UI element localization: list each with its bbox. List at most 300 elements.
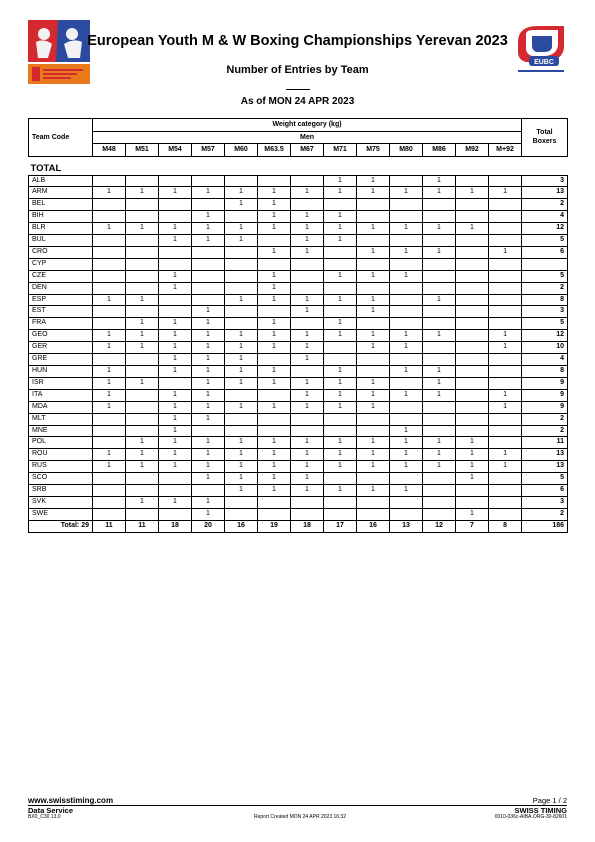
count-cell: 1 xyxy=(258,461,291,473)
team-code-cell: BLR xyxy=(29,223,93,235)
count-cell: 1 xyxy=(489,342,522,354)
count-cell: 1 xyxy=(423,246,456,258)
count-cell: 1 xyxy=(324,235,357,247)
total-header-line2: Boxers xyxy=(532,138,557,146)
count-cell xyxy=(291,270,324,282)
count-cell: 1 xyxy=(456,473,489,485)
count-cell xyxy=(456,485,489,497)
count-cell xyxy=(390,318,423,330)
count-cell xyxy=(423,235,456,247)
count-cell: 1 xyxy=(93,366,126,378)
row-total-cell: 4 xyxy=(522,211,568,223)
table-row xyxy=(29,461,568,473)
count-cell xyxy=(390,306,423,318)
count-cell xyxy=(93,318,126,330)
row-total-cell: 10 xyxy=(522,342,568,354)
count-cell xyxy=(489,485,522,497)
table-row xyxy=(29,485,568,497)
count-cell: 1 xyxy=(192,461,225,473)
count-cell xyxy=(192,199,225,211)
grand-total-cell: 186 xyxy=(522,520,568,532)
count-cell xyxy=(456,294,489,306)
count-cell: 1 xyxy=(225,199,258,211)
count-cell xyxy=(324,342,357,354)
count-cell: 1 xyxy=(423,366,456,378)
count-cell xyxy=(390,401,423,413)
count-cell: 1 xyxy=(258,318,291,330)
weight-category-header: Weight category (kg) xyxy=(93,119,522,132)
count-cell: 1 xyxy=(225,377,258,389)
entries-table xyxy=(28,118,568,533)
count-cell xyxy=(258,354,291,366)
count-cell xyxy=(126,246,159,258)
count-cell xyxy=(93,211,126,223)
count-cell xyxy=(93,270,126,282)
count-cell: 1 xyxy=(225,366,258,378)
table-row xyxy=(29,377,568,389)
count-cell xyxy=(192,485,225,497)
count-cell xyxy=(423,270,456,282)
count-cell xyxy=(93,258,126,270)
count-cell: 1 xyxy=(456,187,489,199)
count-cell xyxy=(390,377,423,389)
count-cell: 1 xyxy=(357,330,390,342)
count-cell xyxy=(456,330,489,342)
table-row xyxy=(29,306,568,318)
category-header: M63.5 xyxy=(258,144,291,157)
category-total-cell: 11 xyxy=(126,520,159,532)
category-total-cell: 12 xyxy=(423,520,456,532)
count-cell xyxy=(357,425,390,437)
count-cell: 1 xyxy=(258,401,291,413)
team-code-cell: BEL xyxy=(29,199,93,211)
count-cell xyxy=(489,377,522,389)
count-cell xyxy=(258,235,291,247)
count-cell xyxy=(456,270,489,282)
team-code-cell: MNE xyxy=(29,425,93,437)
count-cell: 1 xyxy=(93,342,126,354)
count-cell: 1 xyxy=(258,449,291,461)
count-cell xyxy=(93,282,126,294)
count-cell: 1 xyxy=(324,366,357,378)
category-header: M60 xyxy=(225,144,258,157)
count-cell xyxy=(93,508,126,520)
team-code-cell: GEO xyxy=(29,330,93,342)
count-cell: 1 xyxy=(324,401,357,413)
table-row xyxy=(29,437,568,449)
count-cell: 1 xyxy=(324,389,357,401)
category-header: M80 xyxy=(390,144,423,157)
count-cell: 1 xyxy=(258,473,291,485)
count-cell: 1 xyxy=(93,377,126,389)
category-total-cell: 18 xyxy=(159,520,192,532)
row-total-cell: 2 xyxy=(522,282,568,294)
count-cell xyxy=(456,199,489,211)
count-cell: 1 xyxy=(192,211,225,223)
count-cell: 1 xyxy=(225,449,258,461)
count-cell: 1 xyxy=(192,449,225,461)
count-cell: 1 xyxy=(258,294,291,306)
footer-divider xyxy=(28,805,567,806)
count-cell: 1 xyxy=(192,401,225,413)
count-cell: 1 xyxy=(357,223,390,235)
count-cell: 1 xyxy=(324,223,357,235)
count-cell xyxy=(126,401,159,413)
row-total-cell: 5 xyxy=(522,235,568,247)
category-header: M86 xyxy=(423,144,456,157)
count-cell: 1 xyxy=(192,389,225,401)
count-cell xyxy=(93,175,126,187)
count-cell: 1 xyxy=(93,187,126,199)
count-cell: 1 xyxy=(291,211,324,223)
count-cell: 1 xyxy=(357,437,390,449)
count-cell xyxy=(456,401,489,413)
count-cell xyxy=(192,175,225,187)
count-cell: 1 xyxy=(489,389,522,401)
count-cell: 1 xyxy=(456,461,489,473)
count-cell xyxy=(93,354,126,366)
count-cell: 1 xyxy=(225,187,258,199)
count-cell xyxy=(324,508,357,520)
count-cell xyxy=(93,425,126,437)
count-cell xyxy=(192,282,225,294)
count-cell: 1 xyxy=(159,449,192,461)
count-cell xyxy=(456,354,489,366)
count-cell xyxy=(456,306,489,318)
count-cell: 1 xyxy=(126,342,159,354)
count-cell xyxy=(291,199,324,211)
count-cell xyxy=(225,413,258,425)
count-cell: 1 xyxy=(324,377,357,389)
count-cell xyxy=(456,211,489,223)
team-code-cell: MLT xyxy=(29,413,93,425)
category-total-cell: 8 xyxy=(489,520,522,532)
count-cell: 1 xyxy=(258,485,291,497)
table-row xyxy=(29,187,568,199)
count-cell: 1 xyxy=(291,389,324,401)
count-cell xyxy=(291,366,324,378)
count-cell: 1 xyxy=(225,354,258,366)
count-cell: 1 xyxy=(159,270,192,282)
row-total-cell: 13 xyxy=(522,449,568,461)
team-code-cell: FRA xyxy=(29,318,93,330)
row-total-cell: 2 xyxy=(522,508,568,520)
count-cell xyxy=(489,425,522,437)
row-total-cell: 9 xyxy=(522,377,568,389)
count-cell: 1 xyxy=(324,437,357,449)
count-cell xyxy=(258,175,291,187)
count-cell xyxy=(390,354,423,366)
row-total-cell: 12 xyxy=(522,223,568,235)
count-cell: 1 xyxy=(456,508,489,520)
count-cell: 1 xyxy=(456,449,489,461)
count-cell xyxy=(126,473,159,485)
count-cell xyxy=(159,473,192,485)
count-cell: 1 xyxy=(390,389,423,401)
total-header-line1: Total xyxy=(536,129,553,137)
count-cell: 1 xyxy=(225,235,258,247)
count-cell: 1 xyxy=(159,401,192,413)
count-cell: 1 xyxy=(192,496,225,508)
category-header: M+92 xyxy=(489,144,522,157)
count-cell xyxy=(390,508,423,520)
report-subtitle: Number of Entries by Team xyxy=(226,64,369,76)
footer-reference: 0010-036c-AIBA.ORG-30-82601 xyxy=(494,814,567,820)
count-cell: 1 xyxy=(258,330,291,342)
footer-url[interactable]: www.swisstiming.com xyxy=(28,796,114,805)
count-cell: 1 xyxy=(357,270,390,282)
count-cell: 1 xyxy=(159,330,192,342)
count-cell: 1 xyxy=(225,342,258,354)
count-cell: 1 xyxy=(357,246,390,258)
team-code-cell: MDA xyxy=(29,401,93,413)
count-cell xyxy=(225,282,258,294)
count-cell: 1 xyxy=(159,318,192,330)
count-cell xyxy=(324,496,357,508)
count-cell: 1 xyxy=(93,389,126,401)
count-cell: 1 xyxy=(159,223,192,235)
count-cell xyxy=(489,354,522,366)
count-cell: 1 xyxy=(159,425,192,437)
section-row xyxy=(29,163,568,176)
row-total-cell: 11 xyxy=(522,437,568,449)
count-cell: 1 xyxy=(126,223,159,235)
row-total-cell: 9 xyxy=(522,401,568,413)
count-cell: 1 xyxy=(489,461,522,473)
team-code-cell: ROU xyxy=(29,449,93,461)
count-cell: 1 xyxy=(192,235,225,247)
count-cell: 1 xyxy=(126,461,159,473)
count-cell: 1 xyxy=(324,175,357,187)
as-of-date: As of MON 24 APR 2023 xyxy=(240,96,355,107)
row-total-cell: 3 xyxy=(522,306,568,318)
count-cell: 1 xyxy=(390,366,423,378)
table-row xyxy=(29,330,568,342)
table-row xyxy=(29,318,568,330)
count-cell xyxy=(423,199,456,211)
count-cell: 1 xyxy=(324,270,357,282)
count-cell xyxy=(390,199,423,211)
count-cell: 1 xyxy=(93,223,126,235)
count-cell: 1 xyxy=(324,330,357,342)
footer-report-created: Report Created MON 24 APR 2023 16:32 xyxy=(254,814,346,820)
count-cell xyxy=(489,294,522,306)
team-code-cell: BIH xyxy=(29,211,93,223)
team-code-cell: SCO xyxy=(29,473,93,485)
category-total-cell: 11 xyxy=(93,520,126,532)
count-cell: 1 xyxy=(258,282,291,294)
count-cell xyxy=(456,342,489,354)
category-header-row xyxy=(29,144,568,157)
table-body xyxy=(29,156,568,532)
count-cell xyxy=(489,413,522,425)
count-cell: 1 xyxy=(159,235,192,247)
count-cell xyxy=(225,258,258,270)
count-cell xyxy=(489,282,522,294)
count-cell xyxy=(126,306,159,318)
count-cell: 1 xyxy=(291,485,324,497)
category-total-cell: 16 xyxy=(357,520,390,532)
row-total-cell: 13 xyxy=(522,187,568,199)
count-cell xyxy=(192,258,225,270)
count-cell: 1 xyxy=(291,306,324,318)
count-cell: 1 xyxy=(291,187,324,199)
count-cell: 1 xyxy=(291,461,324,473)
count-cell: 1 xyxy=(291,401,324,413)
count-cell xyxy=(93,235,126,247)
count-cell xyxy=(159,211,192,223)
count-cell xyxy=(390,175,423,187)
count-cell xyxy=(456,318,489,330)
category-header: M57 xyxy=(192,144,225,157)
team-code-cell: ITA xyxy=(29,389,93,401)
table-row xyxy=(29,389,568,401)
table-row xyxy=(29,235,568,247)
count-cell: 1 xyxy=(225,461,258,473)
team-code-cell: SRB xyxy=(29,485,93,497)
count-cell xyxy=(126,211,159,223)
count-cell: 1 xyxy=(258,437,291,449)
team-code-cell: CYP xyxy=(29,258,93,270)
count-cell xyxy=(489,366,522,378)
count-cell xyxy=(423,401,456,413)
count-cell xyxy=(225,508,258,520)
count-cell xyxy=(258,496,291,508)
count-cell xyxy=(489,496,522,508)
count-cell: 1 xyxy=(258,199,291,211)
count-cell: 1 xyxy=(291,235,324,247)
count-cell xyxy=(456,389,489,401)
team-code-cell: CRO xyxy=(29,246,93,258)
count-cell xyxy=(390,473,423,485)
count-cell: 1 xyxy=(126,330,159,342)
count-cell xyxy=(93,437,126,449)
count-cell: 1 xyxy=(258,211,291,223)
count-cell xyxy=(225,425,258,437)
team-code-cell: HUN xyxy=(29,366,93,378)
count-cell xyxy=(258,306,291,318)
count-cell xyxy=(357,211,390,223)
table-row xyxy=(29,425,568,437)
row-total-cell xyxy=(522,258,568,270)
count-cell xyxy=(357,199,390,211)
team-code-cell: EST xyxy=(29,306,93,318)
count-cell xyxy=(258,258,291,270)
count-cell xyxy=(423,342,456,354)
count-cell: 1 xyxy=(225,294,258,306)
team-code-cell: ALB xyxy=(29,175,93,187)
row-total-cell: 4 xyxy=(522,354,568,366)
count-cell xyxy=(324,473,357,485)
count-cell: 1 xyxy=(357,389,390,401)
count-cell: 1 xyxy=(258,366,291,378)
row-total-cell: 5 xyxy=(522,270,568,282)
category-header: M75 xyxy=(357,144,390,157)
count-cell: 1 xyxy=(324,211,357,223)
count-cell: 1 xyxy=(489,449,522,461)
row-total-cell: 8 xyxy=(522,366,568,378)
count-cell xyxy=(456,235,489,247)
count-cell: 1 xyxy=(357,187,390,199)
count-cell: 1 xyxy=(489,187,522,199)
count-cell xyxy=(225,496,258,508)
table-row xyxy=(29,175,568,187)
count-cell xyxy=(456,258,489,270)
count-cell: 1 xyxy=(291,437,324,449)
count-cell xyxy=(192,270,225,282)
count-cell xyxy=(489,258,522,270)
count-cell xyxy=(159,306,192,318)
count-cell xyxy=(489,473,522,485)
row-total-cell: 5 xyxy=(522,318,568,330)
count-cell: 1 xyxy=(192,187,225,199)
count-cell: 1 xyxy=(126,377,159,389)
team-code-cell: GER xyxy=(29,342,93,354)
count-cell: 1 xyxy=(423,294,456,306)
count-cell xyxy=(423,473,456,485)
count-cell: 1 xyxy=(390,246,423,258)
count-cell: 1 xyxy=(390,485,423,497)
count-cell xyxy=(423,258,456,270)
table-row xyxy=(29,496,568,508)
count-cell xyxy=(159,294,192,306)
count-cell xyxy=(126,425,159,437)
count-cell: 1 xyxy=(159,282,192,294)
totals-row xyxy=(29,520,568,532)
count-cell xyxy=(423,211,456,223)
count-cell xyxy=(390,211,423,223)
count-cell xyxy=(258,425,291,437)
row-total-cell: 8 xyxy=(522,294,568,306)
count-cell xyxy=(357,282,390,294)
count-cell xyxy=(192,246,225,258)
count-cell xyxy=(93,246,126,258)
count-cell: 1 xyxy=(324,318,357,330)
count-cell xyxy=(225,270,258,282)
count-cell: 1 xyxy=(159,389,192,401)
count-cell xyxy=(291,175,324,187)
count-cell: 1 xyxy=(258,270,291,282)
count-cell: 1 xyxy=(357,401,390,413)
team-code-cell: SVK xyxy=(29,496,93,508)
count-cell xyxy=(324,306,357,318)
count-cell xyxy=(357,235,390,247)
count-cell xyxy=(225,246,258,258)
footer-report-code: BX0_C30 13.0 xyxy=(28,814,61,820)
count-cell xyxy=(291,413,324,425)
count-cell xyxy=(390,496,423,508)
count-cell: 1 xyxy=(324,449,357,461)
team-code-cell: GRE xyxy=(29,354,93,366)
team-code-cell: DEN xyxy=(29,282,93,294)
count-cell xyxy=(357,473,390,485)
count-cell: 1 xyxy=(357,485,390,497)
count-cell xyxy=(225,175,258,187)
table-row xyxy=(29,211,568,223)
count-cell xyxy=(192,425,225,437)
table-row xyxy=(29,413,568,425)
count-cell xyxy=(456,175,489,187)
count-cell: 1 xyxy=(159,187,192,199)
count-cell xyxy=(159,175,192,187)
count-cell xyxy=(126,235,159,247)
count-cell xyxy=(456,425,489,437)
count-cell: 1 xyxy=(159,342,192,354)
count-cell: 1 xyxy=(357,175,390,187)
count-cell: 1 xyxy=(390,437,423,449)
count-cell: 1 xyxy=(192,377,225,389)
table-row xyxy=(29,223,568,235)
